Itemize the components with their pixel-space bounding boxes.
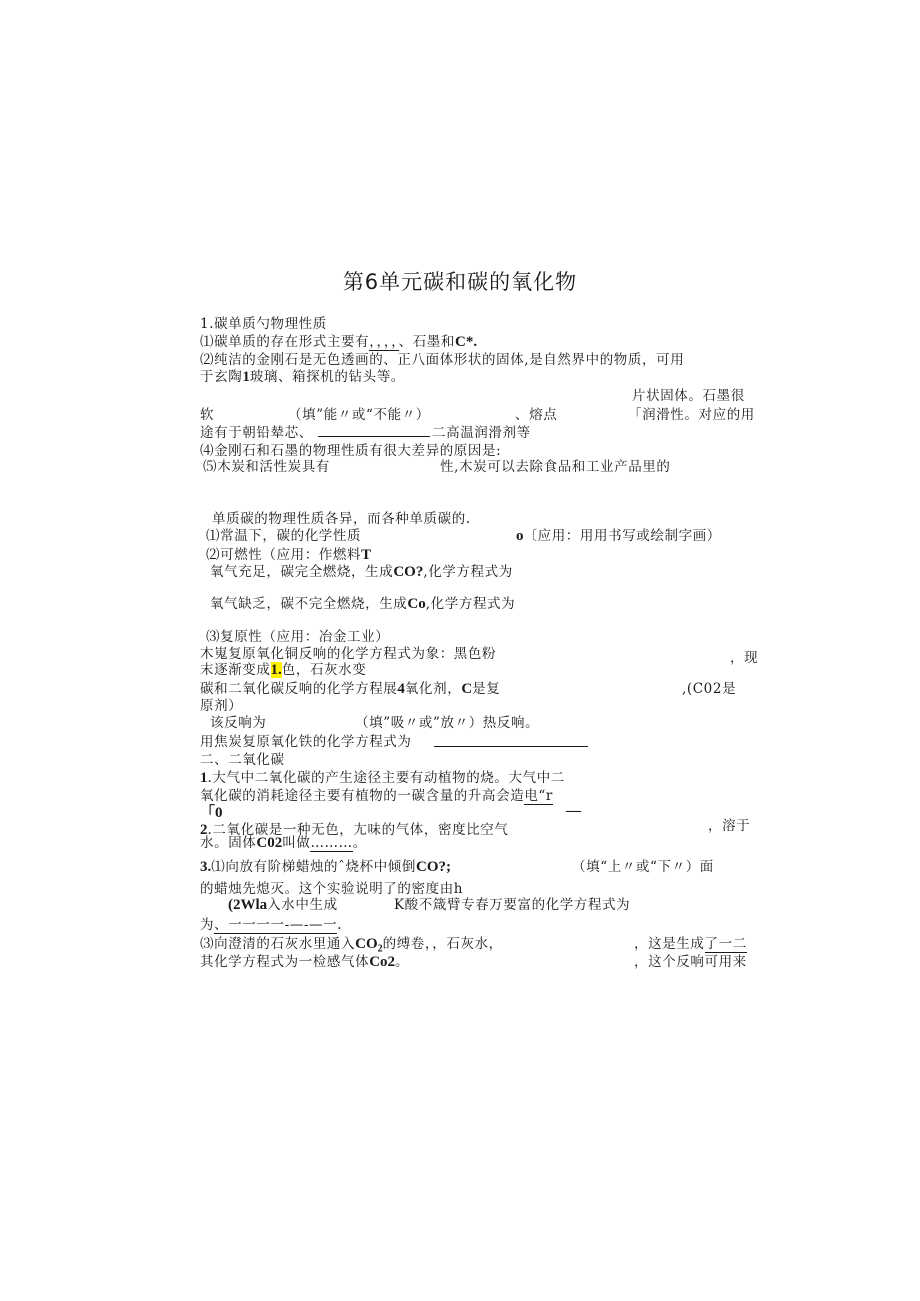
text-line	[206, 527, 361, 545]
text-line	[200, 406, 214, 424]
text-line	[628, 406, 755, 424]
fill-blank: 、一一一一-—-—一	[214, 917, 338, 933]
text-line	[566, 802, 581, 820]
text-fragment: 色，石灰水变	[281, 662, 367, 678]
text-line	[200, 424, 313, 442]
text-line	[200, 333, 477, 351]
text-fragment: CO?;	[416, 859, 451, 875]
text-fragment: 。	[395, 954, 410, 970]
text-line	[200, 661, 366, 679]
text-fragment: 二、二氧化碳	[200, 752, 285, 768]
text-fragment: 2	[200, 822, 208, 838]
text-fragment: 软	[200, 407, 215, 423]
text-fragment: K酸不箴臂专春万要富的化学方程式为	[394, 897, 631, 913]
text-line	[228, 896, 338, 914]
text-fragment: T	[361, 547, 372, 563]
text-line	[200, 804, 223, 822]
text-fragment: .	[337, 917, 343, 933]
text-line	[210, 714, 266, 732]
text-fragment: 水。固体	[200, 835, 257, 851]
text-fragment: ⑵可燃性（应用：作燃料	[206, 547, 362, 563]
text-line	[516, 527, 721, 545]
text-line	[288, 406, 430, 424]
text-line	[210, 595, 515, 613]
text-fragment: Co	[407, 596, 426, 612]
text-line	[200, 787, 553, 805]
text-fragment: ⑷金刚石和石墨的物理性质有很大差异的原因是:	[200, 443, 502, 459]
text-line	[206, 628, 389, 646]
text-line	[634, 953, 747, 971]
text-fragment: ，这个反响可用来	[634, 954, 747, 970]
text-fragment: 1	[242, 369, 250, 385]
text-fragment: o	[516, 528, 524, 544]
text-fragment: 用焦炭复原氧化铁的化学方程式为	[200, 734, 412, 750]
subscript: 2	[377, 943, 383, 955]
text-line	[355, 714, 539, 732]
text-fragment: 入水中生成	[267, 897, 338, 913]
text-fragment: 4	[397, 681, 405, 697]
text-fragment: 、石墨和	[398, 334, 456, 350]
text-fragment: 性,木炭可以去除食品和工业产品里的	[440, 459, 671, 475]
text-line	[440, 458, 671, 476]
text-fragment: 途有于朝铅辇芯、	[200, 425, 313, 441]
text-line: 1.碳单质勺物理性质	[200, 316, 327, 332]
text-line	[203, 458, 330, 476]
text-fragment: CO?	[393, 564, 424, 580]
page-title: 第6单元碳和碳的氧化物	[342, 270, 578, 294]
section-heading-carbon-physical	[200, 315, 327, 333]
text-line	[206, 546, 371, 564]
text-fragment: 的缚卷，，石灰水，	[382, 936, 503, 952]
text-fragment: Co2	[369, 954, 396, 970]
text-fragment: 片状固体。石墨很	[632, 388, 745, 404]
section-heading-co2	[200, 751, 285, 769]
text-fragment: ⑵纯洁的金刚石是无色透画的、正八面体形状的固体,是自然界中的物质，可用	[200, 352, 685, 368]
text-fragment: 该反响为	[210, 715, 267, 731]
text-line	[200, 733, 412, 751]
text-line	[200, 953, 409, 971]
text-line	[394, 896, 630, 914]
text-fragment: C	[461, 681, 473, 697]
text-fragment: C*.	[455, 334, 478, 350]
text-fragment: CO	[355, 936, 378, 952]
text-fragment: 单质碳的物理性质各异，而各种单质碳的.	[212, 511, 471, 527]
text-fragment: 「润滑性。对应的用	[628, 407, 755, 423]
text-fragment: 氧气缺乏，碳不完全燃烧，生成	[210, 596, 408, 612]
text-fragment: ⑶向澄清的石灰水里通入	[200, 936, 356, 952]
text-line	[212, 510, 471, 528]
text-fragment: (2Wla	[228, 897, 268, 913]
text-fragment: 玻璃、箱探机的钻头等。	[249, 369, 405, 385]
text-line	[634, 935, 747, 953]
text-fragment: 〔应用：用用书写或绘制字画）	[523, 528, 721, 544]
text-fragment: 叫做	[282, 835, 311, 851]
text-line	[632, 387, 745, 405]
fill-blank: 了一二	[704, 936, 747, 952]
text-fragment: 末逐渐变成	[200, 662, 271, 678]
text-fragment: ，溶于	[708, 818, 751, 834]
text-fragment: ,化学方程式为	[425, 596, 516, 612]
text-line	[730, 649, 758, 667]
text-fragment: 是复	[472, 681, 501, 697]
text-fragment: C02	[256, 835, 283, 851]
text-line	[200, 916, 342, 934]
text-fragment: ⑴向放有阶梯蜡烛的ˆ烧杯中倾倒	[211, 859, 416, 875]
text-fragment: ⑸木炭和活性炭具有	[203, 459, 330, 475]
text-line	[432, 424, 531, 442]
text-fragment: 。	[352, 835, 367, 851]
text-fragment: ,(C02是	[682, 681, 737, 697]
text-line	[200, 858, 451, 876]
text-fragment: 、熔点	[515, 407, 558, 423]
fill-blank: ，，，，	[369, 334, 399, 350]
text-line	[515, 406, 557, 424]
text-line	[200, 368, 405, 386]
text-fragment: 二高温润滑剂等	[432, 425, 531, 441]
text-fragment: 为	[200, 917, 215, 933]
text-fragment: —	[566, 803, 581, 819]
text-line	[200, 834, 367, 852]
text-fragment: 木嵬复原氧化铜反响的化学方程式为象：黑色粉	[200, 646, 497, 662]
text-fragment: 3.	[200, 859, 212, 875]
text-fragment: ⑴常温下，碳的化学性质	[206, 528, 362, 544]
text-line	[200, 680, 500, 698]
text-line	[200, 769, 565, 787]
text-fragment: 氧气充足，碳完全燃烧，生成	[210, 564, 394, 580]
text-line	[572, 858, 714, 876]
fill-blank: 电“r	[524, 788, 553, 804]
text-fragment: 氧化剂，	[404, 681, 462, 697]
blank-underline	[318, 436, 430, 437]
text-fragment: .二氧化碳是一种无色，尢味的气体，密度比空气	[207, 822, 509, 838]
blank-underline	[434, 746, 588, 747]
text-line	[210, 563, 513, 581]
text-fragment: （填”能〃或“不能〃）	[288, 407, 430, 423]
text-fragment: （填“上〃或“下〃）面	[572, 859, 714, 875]
highlighted-text: 1.	[270, 662, 282, 678]
text-line	[200, 697, 242, 715]
text-fragment: ,化学方程式为	[423, 564, 513, 580]
text-fragment: 其化学方程式为一检感气体	[200, 954, 370, 970]
text-fragment: 于玄陶	[200, 369, 243, 385]
text-fragment: .大气中二氧化碳的产生途径主要有动植物的烧。大气中二	[207, 770, 565, 786]
text-fragment: ⑴碳单质的存在形式主要有	[200, 334, 370, 350]
text-fragment: 碳和二氧化碳反响的化学方程展	[200, 681, 398, 697]
text-fragment: ，这是生成	[634, 936, 705, 952]
text-line	[682, 680, 736, 698]
text-line	[708, 817, 750, 835]
text-fragment: 1	[200, 770, 208, 786]
text-fragment: 「0	[200, 805, 223, 821]
fill-blank: ………	[310, 835, 353, 851]
text-fragment: 氧化碳的消耗途径主要有植物的一碳含量的升高会造	[200, 788, 525, 804]
text-fragment: ，现	[730, 650, 759, 666]
text-fragment: 的蜡烛先熄灭。这个实验说明了的密度由h	[200, 881, 464, 897]
text-fragment: ⑶复原性（应用：冶金工业）	[206, 629, 390, 645]
text-fragment: 原剂）	[200, 698, 243, 714]
text-line	[200, 351, 684, 369]
text-fragment: （填”吸〃或”放〃）热反响。	[355, 715, 540, 731]
